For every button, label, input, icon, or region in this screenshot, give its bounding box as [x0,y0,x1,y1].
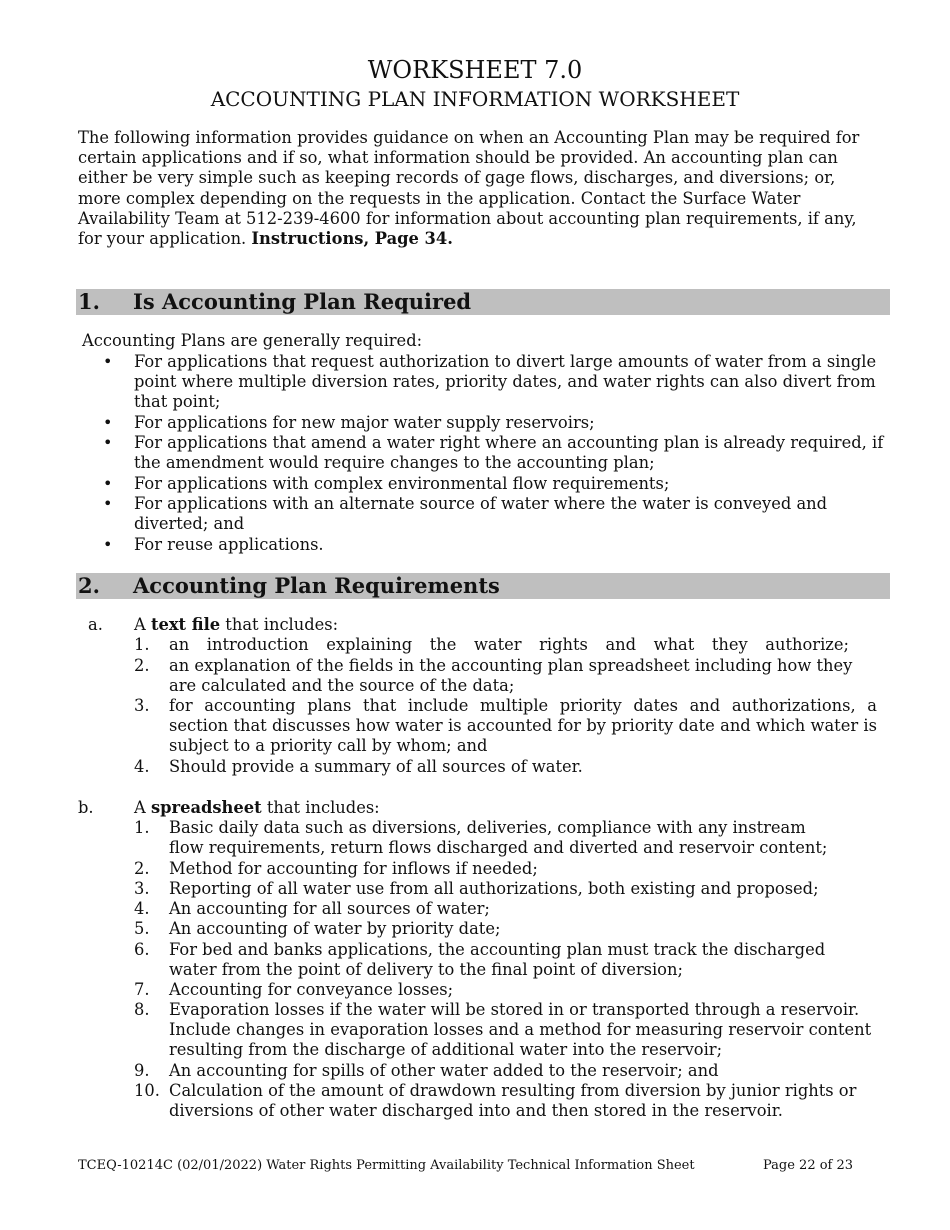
list-item: For applications that request authorization to divert large amounts of water from a single point where multiple diversion rates, priority dates, and water rights can also divert from that point; [134,352,877,412]
item-number: 1. [134,635,150,654]
list-item: Accounting for conveyance losses; [169,980,454,999]
subsection-a-prefix: A [134,615,146,634]
bullet-dot: • [103,494,113,513]
bullet-dot: • [103,352,113,371]
list-item: For applications for new major water supply reservoirs; [134,413,595,432]
list-item: An accounting for spills of other water added to the reservoir; and [169,1061,719,1080]
bullet-dot: • [103,535,113,554]
worksheet-subtitle: ACCOUNTING PLAN INFORMATION WORKSHEET [210,87,740,111]
list-item: An accounting for all sources of water; [169,899,490,918]
item-number: 6. [134,940,150,959]
section-1-header [76,289,890,315]
list-item: an explanation of the fields in the accounting plan spreadsheet including how they are calculated and the source of the data; [169,656,853,696]
item-number: 2. [134,656,150,675]
bullet-dot: • [103,433,113,452]
list-item: Evaporation losses if the water will be stored in or transported through a reservoir. Include changes in evaporation losses and a method for measuring reservoir content resulting from the discharge of additional water into the reservoir; [169,1000,872,1060]
intro-paragraph [78,128,878,249]
item-number: 8. [134,1000,150,1019]
section-2-title: Accounting Plan Requirements [133,573,500,598]
item-number: 3. [134,696,150,715]
item-number: 2. [134,859,150,878]
subsection-b-suffix: that includes: [266,798,380,817]
subsection-a-marker: a. [88,615,103,634]
intro-text: The following information provides guidance on when an Accounting Plan may be required for certain applications and if so, what information should be provided. An accounting plan can either be very simple such as keeping records of gage flows, discharges, and diversions; or, more complex depending on the requests in the application. Contact the Surface Water Availability Team at 512-239-4600 for information about accounting plan requirements, if any, for your application. [78,128,860,249]
subsection-a-bold: text file [150,615,221,634]
subsection-b-bold: spreadsheet [150,798,262,817]
section-1-lead: Accounting Plans are generally required: [82,331,423,350]
item-number: 5. [134,919,150,938]
footer-page-number: Page 22 of 23 [763,1158,854,1173]
list-item: Calculation of the amount of drawdown resulting from diversion by junior rights or diversions of other water discharged into and then stored in the reservoir. [169,1081,857,1121]
worksheet-title: WORKSHEET 7.0 [367,56,583,84]
section-1-number: 1. [78,289,100,314]
subsection-a-suffix: that includes: [225,615,339,634]
section-2-header [76,573,890,599]
list-item: for accounting plans that include multiple priority dates and authorizations, a section that discusses how water is accounted for by priority date and which water is subject to a priority call by whom; and [169,696,877,756]
list-item: Basic daily data such as diversions, deliveries, compliance with any instream flow requirements, return flows discharged and diverted and reservoir content; [169,818,828,858]
list-item: For reuse applications. [134,535,324,554]
bullet-dot: • [103,413,113,432]
list-item: An accounting of water by priority date; [169,919,501,938]
item-number: 4. [134,899,150,918]
list-item: For bed and banks applications, the accounting plan must track the discharged water from the point of delivery to the final point of diversion; [169,940,826,980]
item-number: 9. [134,1061,150,1080]
item-number: 4. [134,757,150,776]
item-number: 1. [134,818,150,837]
list-item: an introduction explaining the water rights and what they authorize; [169,635,849,654]
item-number: 3. [134,879,150,898]
bullet-dot: • [103,474,113,493]
subsection-a-lead [134,615,338,635]
subsection-b-prefix: A [134,798,146,817]
subsection-b-marker: b. [78,798,94,817]
item-number: 10. [134,1081,160,1100]
instructions-reference: Instructions, Page 34. [251,229,453,249]
item-number: 7. [134,980,150,999]
list-item: For applications that amend a water right where an accounting plan is already required, if the amendment would require changes to the accounting plan; [134,433,884,473]
section-1-title: Is Accounting Plan Required [133,289,472,314]
list-item: For applications with an alternate source of water where the water is conveyed and diverted; and [134,494,828,534]
section-2-number: 2. [78,573,100,598]
list-item: For applications with complex environmental flow requirements; [134,474,670,493]
footer-form-id: TCEQ-10214C (02/01/2022) Water Rights Permitting Availability Technical Information Sheet [78,1158,695,1173]
list-item: Should provide a summary of all sources of water. [169,757,583,776]
list-item: Reporting of all water use from all authorizations, both existing and proposed; [169,879,819,898]
list-item: Method for accounting for inflows if needed; [169,859,538,878]
subsection-b-lead [134,798,380,818]
